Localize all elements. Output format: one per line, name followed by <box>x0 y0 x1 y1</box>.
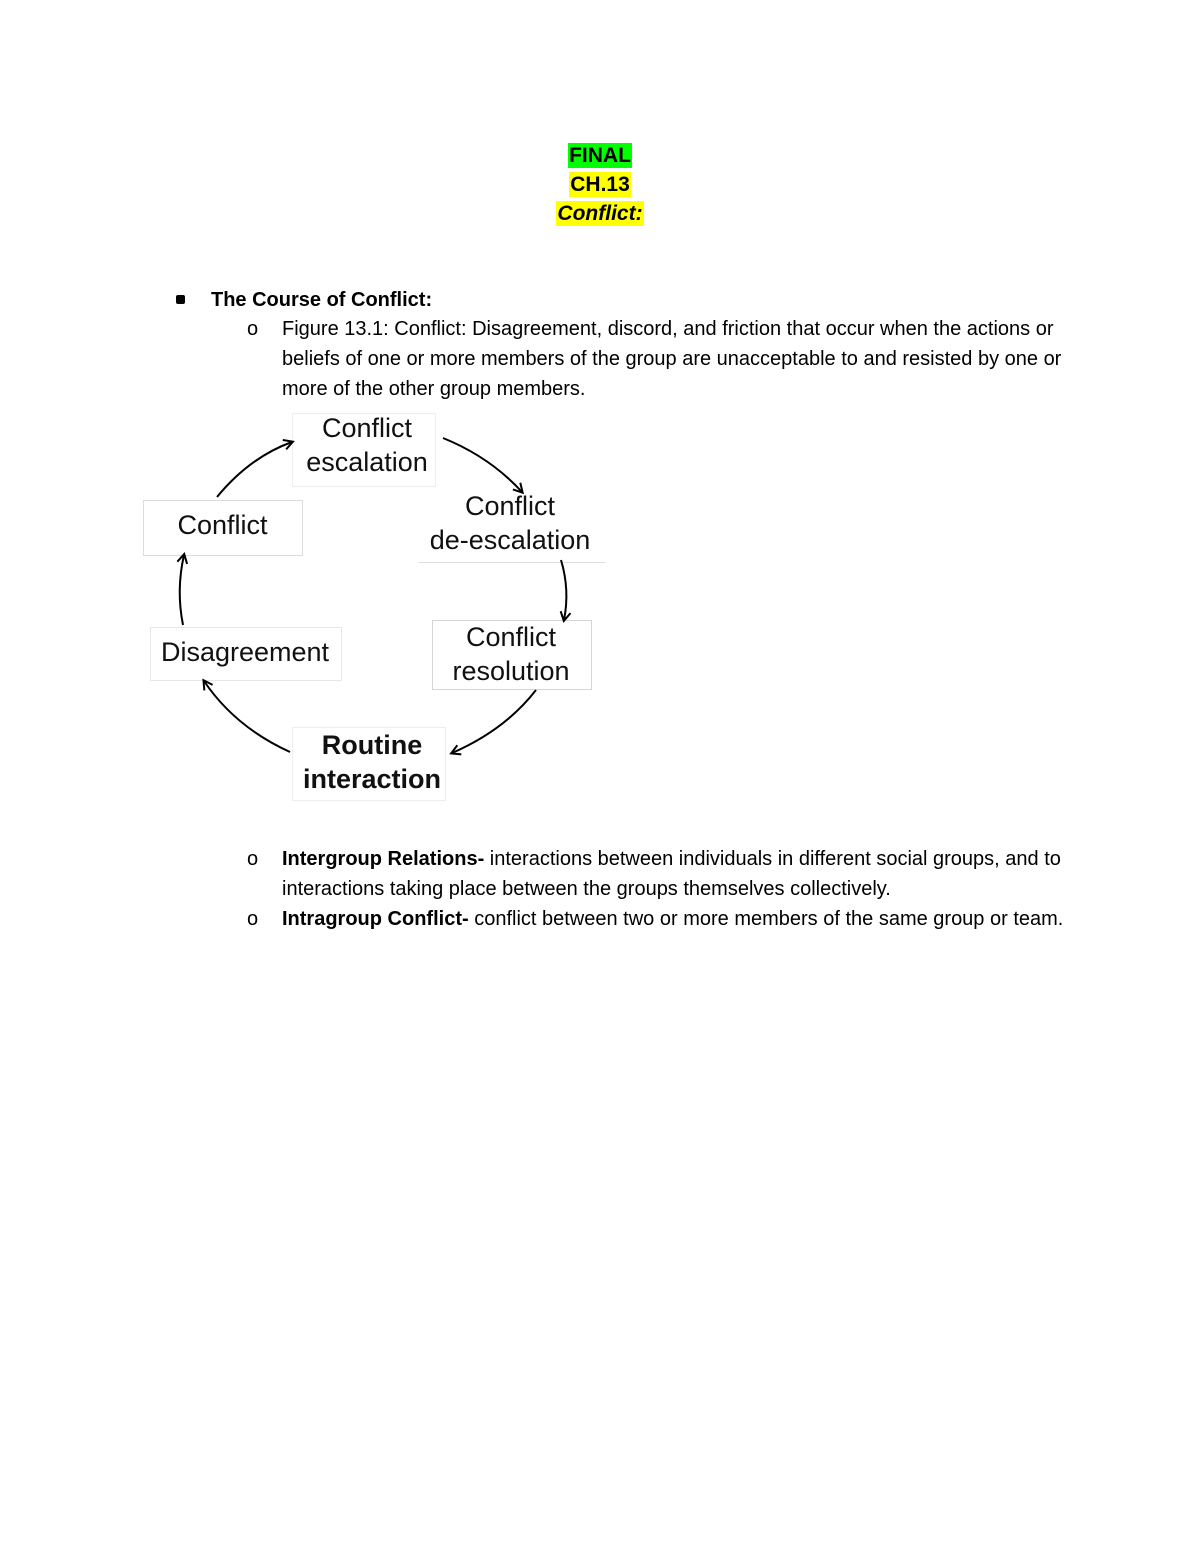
term-intergroup: Intergroup Relations- <box>282 848 485 870</box>
header-final <box>0 141 1200 170</box>
node-resolution-line1: Conflict <box>465 622 557 652</box>
item-intragroup-conflict <box>282 904 1072 934</box>
arrow-conflict-to-escalation <box>217 442 292 497</box>
arrow-escalation-to-deescalation <box>443 438 522 492</box>
conflict-cycle-diagram <box>140 405 620 810</box>
header-chapter-text: CH.13 <box>570 173 630 196</box>
node-resolution-line2: resolution <box>452 656 570 686</box>
item-intergroup-relations <box>282 844 1072 904</box>
header-topic <box>0 199 1200 228</box>
node-escalation-line1: Conflict <box>321 413 413 443</box>
arrow-disagreement-to-conflict <box>180 555 184 625</box>
arrow-routine-to-disagreement <box>204 681 290 752</box>
node-disagreement: Disagreement <box>160 637 330 667</box>
node-routine-line1: Routine <box>321 730 423 760</box>
doc-header <box>0 141 1200 228</box>
arrow-resolution-to-routine <box>452 690 536 753</box>
figure-description: Figure 13.1: Conflict: Disagreement, discord, and friction that occur when the actions or beliefs of one or more members of the group are unacceptable to and resisted by one or more of the other group members. <box>282 318 1062 400</box>
node-deescalation-line2: de-escalation <box>429 525 591 555</box>
node-escalation-line2: escalation <box>306 447 428 477</box>
section-title: The Course of Conflict: <box>211 289 433 311</box>
node-deescalation-line1: Conflict <box>464 491 556 521</box>
node-conflict: Conflict <box>177 510 268 540</box>
header-final-text: FINAL <box>569 144 631 167</box>
sub-bullet-marker: o <box>247 908 259 930</box>
header-chapter <box>0 170 1200 199</box>
sub-bullet-marker: o <box>247 318 259 340</box>
cycle-arrows <box>140 405 620 810</box>
bullet-icon <box>176 295 185 304</box>
term-intragroup: Intragroup Conflict- <box>282 908 469 930</box>
sub-bullet-marker: o <box>247 848 259 870</box>
node-routine-line2: interaction <box>302 764 442 794</box>
definition-intragroup: conflict between two or more members of the same group or team. <box>468 908 1064 930</box>
arrow-deescalation-to-resolution <box>561 560 566 620</box>
definition-intergroup: interactions between individuals in different social groups, and to interactions taking place between the groups themselves collectively. <box>282 848 1061 900</box>
header-topic-text: Conflict: <box>557 202 643 225</box>
